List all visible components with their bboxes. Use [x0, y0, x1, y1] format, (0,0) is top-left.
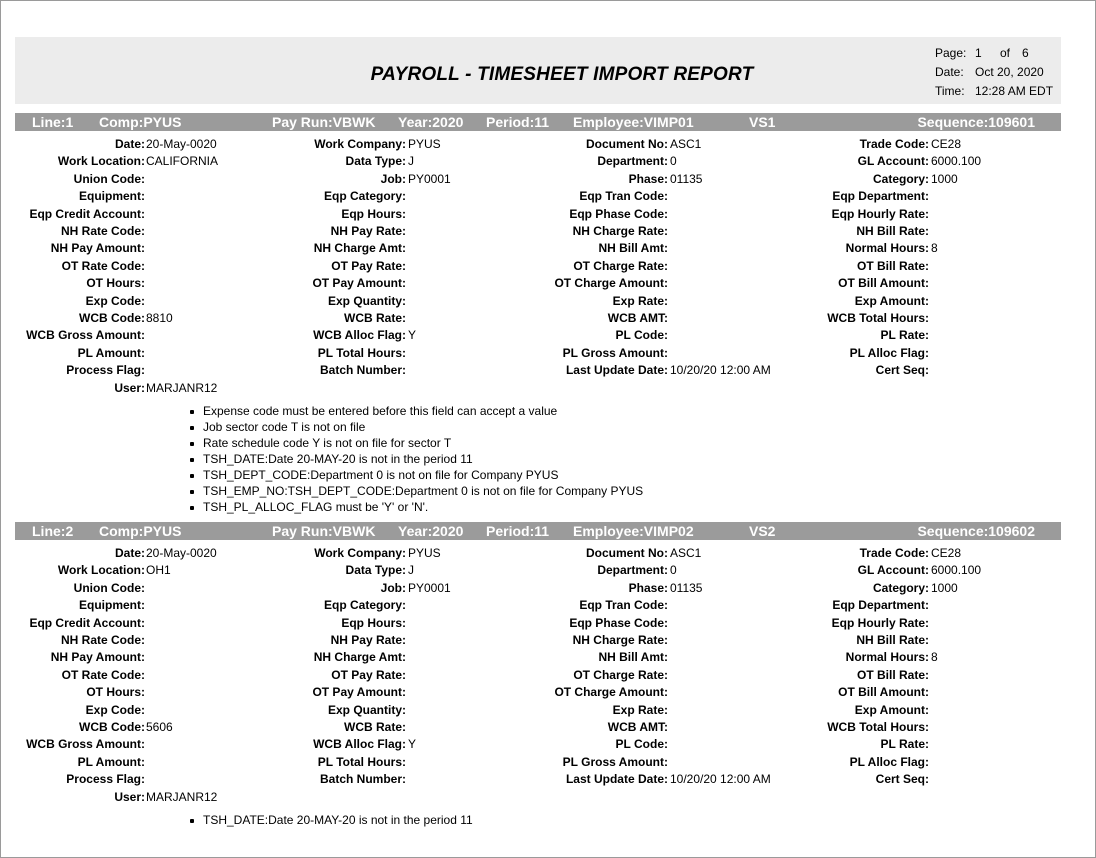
field-label: WCB Alloc Flag: [313, 737, 406, 752]
field-label: OT Rate Code: [61, 667, 145, 682]
field-label: PL Amount: [77, 345, 145, 360]
field-value: PYUS [408, 137, 441, 151]
field-label: PL Alloc Flag: [849, 754, 929, 769]
field-value: CE28 [931, 546, 962, 560]
field-label: OT Charge Amount: [554, 276, 668, 291]
field-label: Document No: [586, 137, 668, 151]
bar-comp: Comp:PYUS [99, 523, 182, 539]
field-row [0, 189, 1096, 206]
field-label: OT Charge Rate: [573, 258, 668, 273]
field-label: Category: [872, 171, 929, 186]
field-label: Exp Code: [85, 293, 145, 308]
field-label: Exp Quantity: [327, 702, 406, 717]
field-label: Phase: [628, 580, 668, 595]
field-value: Y [408, 328, 417, 343]
field-value: OH1 [146, 563, 171, 578]
field-value: PY0001 [408, 580, 451, 595]
page-label: Page: [935, 46, 967, 60]
field-label: OT Hours: [86, 276, 145, 291]
field-value: CE28 [931, 137, 962, 151]
bullet-icon [190, 474, 194, 478]
field-label: PL Total Hours: [317, 754, 406, 769]
field-row [0, 772, 1096, 789]
bar-year: Year:2020 [398, 114, 464, 130]
bar-sequence: Sequence:109601 [917, 114, 1035, 130]
error-message-text: Rate schedule code Y is not on file for sector T [203, 436, 452, 450]
field-row [0, 241, 1096, 258]
field-label: PL Gross Amount: [562, 345, 668, 360]
bullet-icon [190, 426, 194, 430]
page-total: 6 [1022, 46, 1029, 60]
field-label: Work Company: [314, 546, 406, 560]
field-row [0, 685, 1096, 702]
field-label: Eqp Hourly Rate: [831, 206, 929, 221]
field-label: Trade Code: [859, 137, 929, 151]
time-value: 12:28 AM EDT [975, 84, 1054, 98]
bar-sequence: Sequence:109602 [917, 523, 1035, 539]
field-value: J [408, 563, 414, 578]
page-of-label: of [1000, 46, 1011, 60]
field-value: PY0001 [408, 171, 451, 186]
field-label: NH Charge Amt: [313, 241, 406, 256]
field-label: Normal Hours: [845, 241, 929, 256]
field-label: PL Alloc Flag: [849, 345, 929, 360]
field-value: 8810 [146, 311, 173, 325]
field-label: Job: [380, 171, 406, 186]
field-row [0, 668, 1096, 685]
field-label: NH Charge Amt: [313, 650, 406, 665]
field-label: Cert Seq: [875, 772, 929, 787]
field-value: 5606 [146, 720, 173, 734]
field-label: WCB Total Hours: [827, 720, 929, 734]
field-value: J [408, 154, 414, 169]
field-label: Last Update Date: [565, 363, 668, 378]
field-label: Data Type: [345, 154, 406, 169]
field-value: 20-May-0020 [146, 137, 217, 151]
field-label: OT Bill Amount: [838, 685, 929, 700]
field-label: Eqp Hours: [341, 206, 406, 221]
bar-employee: Employee:VIMP01 [573, 114, 694, 130]
field-value: 10/20/20 12:00 AM [670, 363, 771, 378]
field-label: User: [114, 789, 145, 804]
field-label: PL Amount: [77, 754, 145, 769]
error-message-text: Job sector code T is not on file [203, 420, 366, 434]
bar-pay-run: Pay Run:VBWK [272, 114, 376, 130]
record-header-bar [15, 522, 1061, 540]
field-label: PL Rate: [880, 737, 929, 752]
field-label: OT Bill Rate: [856, 667, 929, 682]
field-label: Document No: [586, 546, 668, 560]
bar-line: Line:2 [32, 523, 74, 539]
record-header-bar [15, 113, 1061, 131]
bullet-icon [190, 506, 194, 510]
field-label: WCB AMT: [607, 311, 668, 325]
field-label: Exp Amount: [854, 293, 929, 308]
field-label: NH Pay Rate: [330, 224, 406, 238]
time-label: Time: [935, 84, 965, 98]
page-number: 1 [975, 46, 982, 60]
field-label: Eqp Phase Code: [569, 206, 668, 221]
field-label: Equipment: [79, 598, 145, 613]
field-label: PL Rate: [880, 328, 929, 343]
field-row [0, 737, 1096, 754]
field-label: NH Bill Rate: [856, 224, 929, 238]
field-label: Batch Number: [319, 772, 406, 787]
field-label: Cert Seq: [875, 363, 929, 378]
field-value: MARJANR12 [146, 380, 218, 395]
field-label: Eqp Hours: [341, 615, 406, 630]
field-label: Equipment: [79, 189, 145, 204]
field-label: WCB Code: [79, 311, 145, 325]
field-row [0, 294, 1096, 311]
field-value: 8 [931, 241, 938, 256]
field-label: WCB Gross Amount: [26, 328, 145, 343]
field-label: Eqp Department: [832, 598, 929, 613]
field-label: Eqp Hourly Rate: [831, 615, 929, 630]
field-label: NH Bill Rate: [856, 633, 929, 647]
field-value: MARJANR12 [146, 789, 218, 804]
field-label: Eqp Department: [832, 189, 929, 204]
field-row [0, 650, 1096, 667]
field-value: 6000.100 [931, 154, 982, 169]
field-value: 10/20/20 12:00 AM [670, 772, 771, 787]
field-label: Exp Code: [85, 702, 145, 717]
field-row [0, 172, 1096, 189]
field-label: Phase: [628, 171, 668, 186]
field-row [0, 563, 1096, 580]
field-label: NH Bill Amt: [598, 650, 668, 665]
bar-line: Line:1 [32, 114, 74, 130]
field-row [0, 259, 1096, 276]
report-title: PAYROLL - TIMESHEET IMPORT REPORT [370, 64, 754, 85]
field-label: Process Flag: [66, 772, 145, 787]
date-label: Date: [935, 65, 964, 79]
field-label: NH Rate Code: [60, 224, 145, 238]
field-value: Y [408, 737, 417, 752]
field-label: OT Hours: [86, 685, 145, 700]
bullet-icon [190, 442, 194, 446]
field-label: OT Charge Amount: [554, 685, 668, 700]
bar-code: VS1 [749, 114, 776, 130]
field-label: NH Pay Amount: [50, 650, 145, 665]
field-label: OT Bill Rate: [856, 258, 929, 273]
bar-period: Period:11 [486, 114, 550, 130]
field-label: WCB Gross Amount: [26, 737, 145, 752]
field-label: Exp Rate: [612, 293, 668, 308]
field-row [0, 633, 1096, 650]
field-label: Data Type: [345, 563, 406, 578]
field-label: Department: [597, 563, 668, 578]
field-row [0, 207, 1096, 224]
error-message-text: TSH_PL_ALLOC_FLAG must be 'Y' or 'N'. [203, 500, 429, 514]
field-label: WCB Rate: [344, 720, 406, 734]
field-label: Exp Amount: [854, 702, 929, 717]
field-label: Eqp Phase Code: [569, 615, 668, 630]
field-row [0, 755, 1096, 772]
field-value: 1000 [931, 580, 958, 595]
field-label: NH Bill Amt: [598, 241, 668, 256]
error-message-text: Expense code must be entered before this field can accept a value [203, 404, 558, 418]
field-label: Date: [114, 546, 145, 560]
field-label: Work Location: [57, 563, 145, 578]
field-label: GL Account: [857, 563, 929, 578]
field-row [0, 546, 1096, 563]
field-label: Eqp Credit Account: [29, 615, 145, 630]
field-label: OT Rate Code: [61, 258, 145, 273]
field-label: GL Account: [857, 154, 929, 169]
field-label: Batch Number: [319, 363, 406, 378]
field-row [0, 703, 1096, 720]
field-label: Eqp Tran Code: [579, 598, 668, 613]
field-row [0, 581, 1096, 598]
field-label: Exp Rate: [612, 702, 668, 717]
field-row [0, 598, 1096, 615]
error-message-text: TSH_DEPT_CODE:Department 0 is not on file for Company PYUS [203, 468, 559, 482]
field-label: Eqp Credit Account: [29, 206, 145, 221]
field-label: Date: [114, 137, 145, 151]
field-value: 6000.100 [931, 563, 982, 578]
field-label: PL Code: [615, 328, 668, 343]
field-label: Trade Code: [859, 546, 929, 560]
field-value: PYUS [408, 546, 441, 560]
field-label: OT Pay Rate: [331, 667, 406, 682]
field-value: ASC1 [670, 137, 702, 151]
field-label: NH Pay Rate: [330, 633, 406, 647]
field-row [0, 328, 1096, 345]
date-value: Oct 20, 2020 [975, 65, 1044, 79]
field-value: 0 [670, 563, 677, 578]
field-row [0, 616, 1096, 633]
field-label: WCB Alloc Flag: [313, 328, 406, 343]
field-value: 20-May-0020 [146, 546, 217, 560]
field-row [0, 363, 1096, 380]
field-row [0, 276, 1096, 293]
field-row [0, 381, 1096, 398]
bullet-icon [190, 819, 194, 823]
field-label: PL Total Hours: [317, 345, 406, 360]
field-row [0, 311, 1096, 328]
field-label: OT Bill Amount: [838, 276, 929, 291]
field-row [0, 154, 1096, 171]
field-value: CALIFORNIA [146, 154, 219, 169]
bar-employee: Employee:VIMP02 [573, 523, 694, 539]
field-value: 0 [670, 154, 677, 169]
field-label: Exp Quantity: [327, 293, 406, 308]
field-row [0, 346, 1096, 363]
field-value: 01135 [670, 580, 703, 595]
error-message-text: TSH_EMP_NO:TSH_DEPT_CODE:Department 0 is not on file for Company PYUS [203, 484, 644, 498]
field-label: Department: [597, 154, 668, 169]
field-label: OT Pay Amount: [312, 276, 406, 291]
field-label: Work Company: [314, 137, 406, 151]
field-label: Union Code: [73, 171, 145, 186]
bar-period: Period:11 [486, 523, 550, 539]
field-label: WCB Rate: [344, 311, 406, 325]
field-label: Eqp Category: [323, 598, 406, 613]
field-row [0, 720, 1096, 737]
bullet-icon [190, 490, 194, 494]
field-label: WCB Code: [79, 720, 145, 734]
field-label: OT Pay Amount: [312, 685, 406, 700]
field-label: NH Pay Amount: [50, 241, 145, 256]
field-value: 8 [931, 650, 938, 665]
bullet-icon [190, 458, 194, 462]
field-label: Job: [380, 580, 406, 595]
field-label: Last Update Date: [565, 772, 668, 787]
error-message-text: TSH_DATE:Date 20-MAY-20 is not in the period 11 [203, 452, 473, 466]
field-label: Work Location: [57, 154, 145, 169]
field-label: PL Gross Amount: [562, 754, 668, 769]
field-label: OT Charge Rate: [573, 667, 668, 682]
field-value: ASC1 [670, 546, 702, 560]
field-label: OT Pay Rate: [331, 258, 406, 273]
field-label: Category: [872, 580, 929, 595]
bar-year: Year:2020 [398, 523, 464, 539]
field-label: Eqp Tran Code: [579, 189, 668, 204]
field-label: Process Flag: [66, 363, 145, 378]
field-value: 01135 [670, 171, 703, 186]
field-row [0, 137, 1096, 154]
field-label: PL Code: [615, 737, 668, 752]
field-label: WCB AMT: [607, 720, 668, 734]
field-label: NH Rate Code: [60, 633, 145, 647]
field-label: Normal Hours: [845, 650, 929, 665]
bar-comp: Comp:PYUS [99, 114, 182, 130]
field-label: Eqp Category: [323, 189, 406, 204]
bar-pay-run: Pay Run:VBWK [272, 523, 376, 539]
field-label: NH Charge Rate: [572, 633, 668, 647]
field-row [0, 790, 1096, 807]
field-label: Union Code: [73, 580, 145, 595]
field-label: WCB Total Hours: [827, 311, 929, 325]
field-row [0, 224, 1096, 241]
error-message-text: TSH_DATE:Date 20-MAY-20 is not in the period 11 [203, 813, 473, 827]
field-label: User: [114, 380, 145, 395]
field-value: 1000 [931, 171, 958, 186]
field-label: NH Charge Rate: [572, 224, 668, 238]
bullet-icon [190, 410, 194, 414]
bar-code: VS2 [749, 523, 776, 539]
